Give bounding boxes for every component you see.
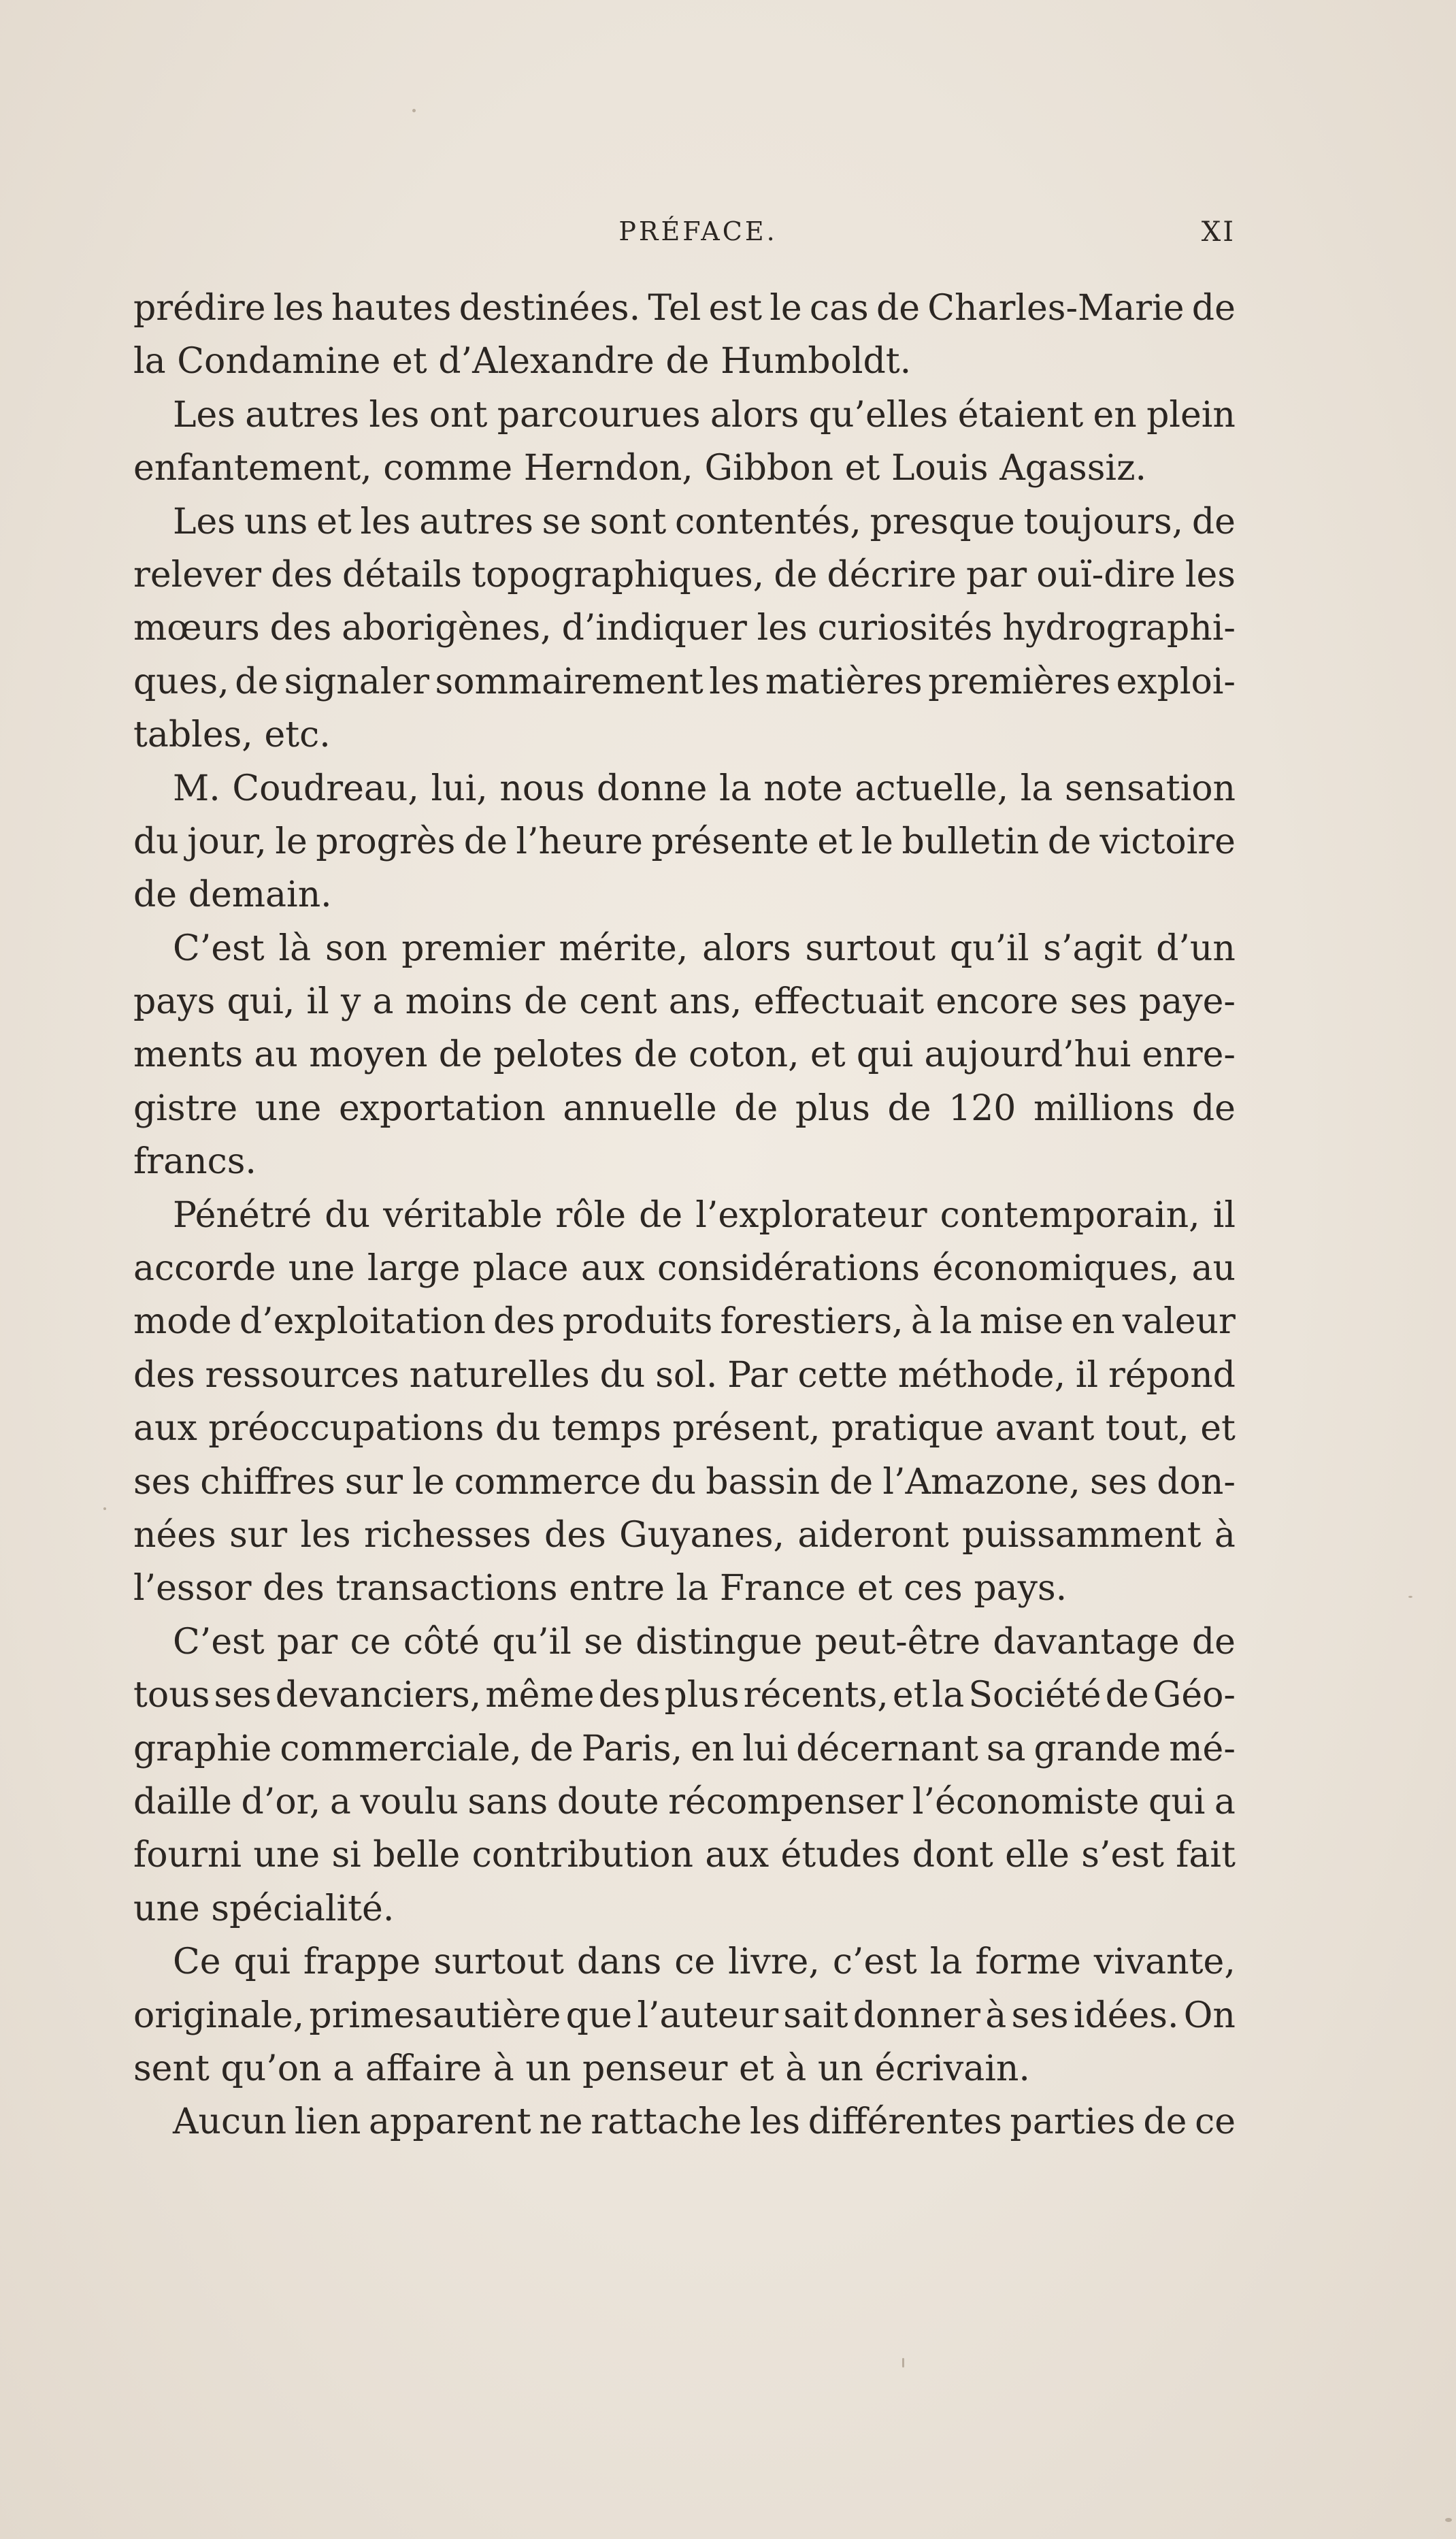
text-line: graphie commerciale, de Paris, en lui décernant sa grande mé-	[133, 1728, 1236, 1769]
text-line: aux préoccupations du temps présent, pratique avant tout, et	[133, 1408, 1236, 1449]
text-line: C’est par ce côté qu’il se distingue peut-être davantage de	[173, 1621, 1236, 1662]
text-line: nées sur les richesses des Guyanes, aideront puissamment à	[133, 1514, 1236, 1556]
text-line: ses chiffres sur le commerce du bassin de l’Amazone, ses don-	[133, 1461, 1236, 1503]
text-line: tous ses devanciers, même des plus récents, et la Société de Géo-	[133, 1675, 1236, 1716]
paper-speck	[103, 1507, 106, 1510]
text-line: ments au moyen de pelotes de coton, et qui aujourd’hui enre-	[133, 1034, 1236, 1076]
text-line: sent qu’on a affaire à un penseur et à un écrivain.	[133, 2048, 1030, 2089]
body-text	[133, 282, 1236, 2149]
text-line: accorde une large place aux considérations économiques, au	[133, 1248, 1236, 1290]
text-line: des ressources naturelles du sol. Par cette méthode, il répond	[133, 1354, 1236, 1396]
text-line: ques, de signaler sommairement les matières premières exploi-	[133, 661, 1236, 702]
text-line: fourni une si belle contribution aux études dont elle s’est fait	[133, 1835, 1236, 1876]
text-line: enfantement, comme Herndon, Gibbon et Louis Agassiz.	[133, 448, 1146, 489]
text-line: francs.	[133, 1141, 257, 1183]
text-line: Les autres les ont parcourues alors qu’elles étaient en plein	[173, 394, 1236, 436]
text-line: tables, etc.	[133, 715, 331, 756]
text-line: relever des détails topographiques, de décrire par ouï-dire les	[133, 554, 1236, 595]
running-title: PRÉFACE.	[618, 216, 778, 246]
text-line: la Condamine et d’Alexandre de Humboldt.	[133, 341, 912, 382]
text-line: pays qui, il y a moins de cent ans, effectuait encore ses paye-	[133, 981, 1236, 1023]
running-head	[133, 216, 1236, 250]
text-line: Aucun lien apparent ne rattache les différentes parties de ce	[173, 2101, 1236, 2143]
text-line: mœurs des aborigènes, d’indiquer les curiosités hydrographi-	[133, 608, 1236, 649]
text-line: de demain.	[133, 874, 332, 916]
text-line: mode d’exploitation des produits forestiers, à la mise en valeur	[133, 1301, 1236, 1343]
text-line: C’est là son premier mérite, alors surtout qu’il s’agit d’un	[173, 928, 1236, 969]
paper-speck	[412, 109, 416, 112]
paper-speck	[1445, 2518, 1452, 2522]
text-line: originale, primesautière que l’auteur sait donner à ses idées. On	[133, 1995, 1236, 2036]
page-number: XI	[1201, 216, 1236, 248]
text-line: M. Coudreau, lui, nous donne la note actuelle, la sensation	[173, 768, 1236, 809]
text-line: une spécialité.	[133, 1888, 395, 1929]
paper-speck	[902, 2358, 904, 2368]
text-line: daille d’or, a voulu sans doute récompenser l’économiste qui a	[133, 1781, 1236, 1822]
text-line: prédire les hautes destinées. Tel est le cas de Charles-Marie de	[133, 288, 1236, 329]
text-line: Pénétré du véritable rôle de l’explorateur contemporain, il	[173, 1194, 1236, 1236]
text-line: du jour, le progrès de l’heure présente et le bulletin de victoire	[133, 821, 1236, 862]
text-line: l’essor des transactions entre la France et ces pays.	[133, 1568, 1068, 1609]
text-line: gistre une exportation annuelle de plus de 120 millions de	[133, 1087, 1236, 1129]
paper-speck	[1408, 1596, 1412, 1598]
text-line: Ce qui frappe surtout dans ce livre, c’est la forme vivante,	[173, 1942, 1236, 1983]
text-line: Les uns et les autres se sont contentés, presque toujours, de	[173, 501, 1236, 542]
